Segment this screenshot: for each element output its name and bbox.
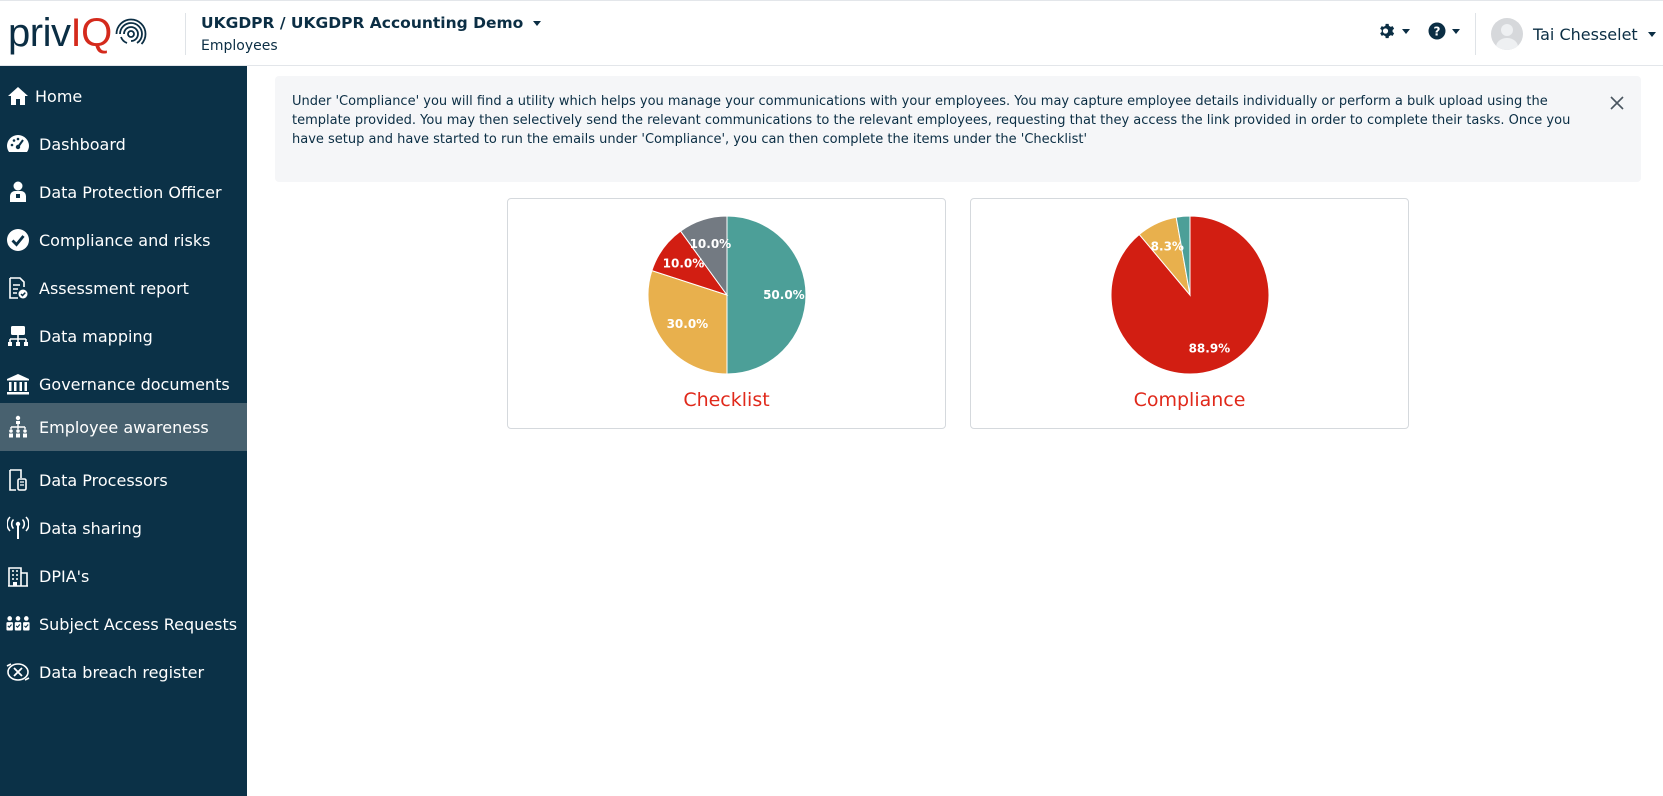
sidebar-item-subject-access-requests[interactable] — [0, 600, 247, 648]
institution-icon — [6, 372, 30, 396]
logo-text-iq: IQ — [70, 11, 112, 55]
pie-slice-label: 10.0% — [662, 256, 705, 271]
svg-text:?: ? — [1433, 24, 1441, 39]
report-icon — [6, 276, 30, 300]
info-alert — [275, 76, 1641, 182]
help-menu-button[interactable] — [1428, 22, 1460, 40]
compliance-card-title: Compliance — [1133, 389, 1246, 411]
checklist-card-title: Checklist — [683, 389, 770, 411]
check-circle-icon — [6, 228, 30, 252]
pie-slice-label: 8.3% — [1150, 239, 1184, 254]
building-icon — [6, 564, 30, 588]
sidebar-item-data-protection-officer[interactable] — [0, 168, 247, 216]
priviq-logo[interactable] — [8, 11, 148, 55]
sidebar-item-label: Dashboard — [39, 134, 126, 154]
fingerprint-icon — [114, 17, 148, 51]
sidebar-item-assessment-report[interactable] — [0, 264, 247, 312]
network-icon — [6, 324, 30, 348]
organisation-selector[interactable] — [201, 14, 541, 32]
page-subtitle: Employees — [201, 38, 278, 54]
sidebar-item-home[interactable] — [0, 72, 247, 120]
sidebar-item-label: Governance documents — [39, 374, 230, 394]
pie-slice-label: 88.9% — [1188, 341, 1231, 356]
close-icon[interactable] — [1608, 94, 1626, 112]
logo-text-priv: priv — [8, 11, 71, 55]
home-icon — [6, 84, 30, 108]
settings-menu-button[interactable] — [1378, 22, 1410, 40]
sidebar-item-label: Data Processors — [39, 470, 168, 490]
sidebar-item-label: Data breach register — [39, 662, 205, 682]
pie-slice-label: 30.0% — [666, 316, 709, 331]
broadcast-icon — [6, 516, 30, 540]
compliance-card[interactable] — [970, 198, 1409, 429]
sidebar-item-governance-documents[interactable] — [0, 360, 247, 408]
sidebar-item-label: DPIA's — [39, 566, 90, 586]
compliance-pie-chart — [1110, 215, 1270, 375]
sidebar-item-label: Assessment report — [39, 278, 189, 298]
chevron-down-icon — [1402, 29, 1410, 34]
sidebar-item-label: Data mapping — [39, 326, 153, 346]
chevron-down-icon — [533, 21, 541, 26]
sidebar-item-label: Data Protection Officer — [39, 182, 222, 202]
gear-icon — [1378, 22, 1396, 40]
sidebar-item-label: Home — [35, 86, 83, 106]
avatar — [1491, 18, 1523, 50]
sidebar-item-label: Data sharing — [39, 518, 142, 538]
user-name: Tai Chesselet — [1533, 24, 1638, 44]
sidebar-item-compliance-and-risks[interactable] — [0, 216, 247, 264]
alert-message: Under 'Compliance' you will find a utility which helps you manage your communications with your employees. You may capture employee details individually or perform a bulk upload using the template provided. You may then selectively send the relevant communications to the relevant employees, requesting that they access the link provided in order to complete their tasks. Once you have setup and have started to run the emails under 'Compliance', you can then complete the items under the 'Checklist' — [292, 94, 1571, 147]
top-header — [0, 0, 1663, 66]
user-menu[interactable] — [1491, 18, 1656, 50]
processor-icon — [6, 468, 30, 492]
chevron-down-icon — [1452, 29, 1460, 34]
user-icon — [6, 180, 30, 204]
sidebar-item-data-processors[interactable] — [0, 456, 247, 504]
checklist-card[interactable] — [507, 198, 946, 429]
sidebar-item-label: Employee awareness — [39, 417, 209, 437]
sidebar-item-data-sharing[interactable] — [0, 504, 247, 552]
sidebar-nav — [0, 66, 247, 796]
question-circle-icon — [1428, 22, 1446, 40]
sidebar-item-data-mapping[interactable] — [0, 312, 247, 360]
sidebar-item-employee-awareness[interactable] — [0, 403, 247, 451]
dashboard-icon — [6, 132, 30, 156]
sidebar-item-dashboard[interactable] — [0, 120, 247, 168]
checklist-pie-chart — [647, 215, 807, 375]
sitemap-icon — [6, 415, 30, 439]
header-divider — [1475, 13, 1476, 55]
pie-slice-label: 10.0% — [689, 236, 732, 251]
organisation-title: UKGDPR / UKGDPR Accounting Demo — [201, 14, 524, 32]
sidebar-item-label: Subject Access Requests — [39, 614, 238, 634]
pie-slice-label: 50.0% — [763, 288, 805, 302]
chevron-down-icon — [1648, 32, 1656, 37]
breach-icon — [6, 660, 30, 684]
sidebar-item-label: Compliance and risks — [39, 230, 211, 250]
sidebar-item-data-breach-register[interactable] — [0, 648, 247, 696]
sidebar-item-dpias[interactable] — [0, 552, 247, 600]
users-icon — [6, 612, 30, 636]
header-divider — [185, 13, 186, 55]
